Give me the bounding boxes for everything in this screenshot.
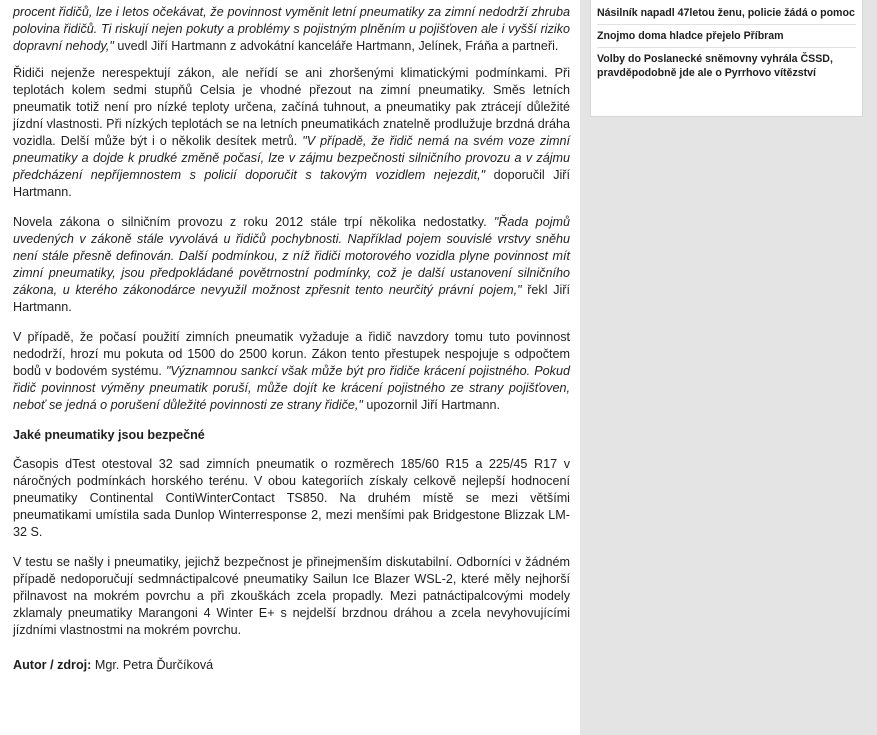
article-content [13,4,570,687]
news-link[interactable]: Znojmo doma hladce přejelo Příbram [597,29,856,48]
author-line [13,657,570,674]
paragraph-text: Řidiči nejenže nerespektují zákon, ale neřídí se ani zhoršenými klimatickými podmínkami. Při teplotách kolem sedmi stupňů Celsia je vhodné přezout na zimní pneumatiky. Směs letních pneumatik totiž není pro nízké teploty určena, začíná tuhnout, a pneumatiky pak ztrácejí důležité jízdní vlastnosti. Při nízkých teplotách se na letních pneumatikách znatelně prodlužuje brzdná dráha vozidla. Delší může být i o několik desítek metrů. [13,66,570,148]
paragraph-text: uvedl Jiří Hartmann z advokátní kanceláře Hartmann, Jelínek, Fráňa a partneři. [113,39,559,53]
article-paragraph [13,65,570,201]
news-link[interactable]: Násilník napadl 47letou ženu, policie žádá o pomoc [597,0,856,25]
author-label: Autor / zdroj: [13,658,92,672]
paragraph-text: řekl Jiří Hartmann. [13,283,570,314]
paragraph-text: doporučil Jiří Hartmann. [13,168,570,199]
article-paragraph [13,329,570,414]
news-link[interactable]: Volby do Poslanecké sněmovny vyhrála ČSSD, pravděpodobně jde ale o Pyrrhovo vítězství [597,53,833,79]
paragraph-text: upozornil Jiří Hartmann. [362,398,501,412]
article-paragraph: V testu se našly i pneumatiky, jejichž bezpečnost je přinejmenším diskutabilní. Odborníci v žádném případě nedoporučují sedmnáctipalcové pneumatiky Sailun Ice Blazer WSL-2, které měly nejhorší přilnavost na mokrém povrchu a při zkouškách zcela propadly. Mezi patnáctipalcovými modely zklamaly pneumatiky Marangoni 4 Winter E+ s nejdelší brzdnou dráhou a zcela nevyhovujícími jízdními vlastnostmi na mokrém povrchu. [13,555,570,637]
related-news-list [597,0,856,88]
related-news-box [590,0,863,117]
quote-text: "Řada pojmů uvedených v zákoně stále vyvolává u řidičů pochybnosti. Například pojem souvislé vrstvy sněhu není stále přesně definován. Další podmínkou, z níž řidiči motorového vozidla plyne povinnost mít zimní pneumatiky, jsou předpokládané povětrnostní podmínky, což je další ustanovení silničního zákona, u kterého zákonodárce nevyužil možnost zpřesnit tento neurčitý právní pojem," [13,215,570,297]
article-paragraph [13,4,570,55]
quote-text: procent řidičů, lze i letos očekávat, že povinnost vyměnit letní pneumatiky za zimní nedodrží zhruba polovina řidičů. Ti riskují nejen pokuty a problémy s pojistným plněním u pojišťoven ale i vyšší riziko dopravní nehody," [13,5,570,53]
quote-text: "V případě, že řidič nemá na svém voze zimní pneumatiky a dojde k prudké změně počasí, lze v zájmu bezpečnosti silničního provozu a v zájmu předcházení nepříjemnostem s policií doporučit s takovým vozidlem nejezdit," [13,134,570,182]
author-name: Mgr. Petra Ďurčíková [91,658,214,672]
article-paragraph [13,214,570,316]
section-heading: Jaké pneumatiky jsou bezpečné [13,428,205,442]
paragraph-text: Novela zákona o silničním provozu z roku 2012 stále trpí několika nedostatky. [13,215,494,229]
article-paragraph: Časopis dTest otestoval 32 sad zimních pneumatik o rozměrech 185/60 R15 a 225/45 R17 v náročných podmínkách horského terénu. V obou kategoriích získaly celkově nejlepší hodnocení pneumatiky Continental ContiWinterContact TS850. Na druhém místě se mezi většími pneumatikami umístila sada Dunlop Winterresponse 2, mezi menšími pak Bridgestone Blizzak LM-32 S. [13,457,570,539]
paragraph-text: V případě, že počasí použití zimních pneumatik vyžaduje a řidič navzdory tomu tuto povinnost nedodrží, hrozí mu pokuta od 1500 do 2500 korun. Zákon tento přestupek nespojuje s odpočtem bodů v bodovém systému. [13,330,570,378]
quote-text: "Významnou sankcí však může být pro řidiče krácení pojistného. Pokud řidič povinnost výměny pneumatik poruší, může dojít ke krácení pojistného ze strany pojišťoven, neboť se jedná o porušení důležité povinnosti ze strany řidiče," [13,364,570,412]
